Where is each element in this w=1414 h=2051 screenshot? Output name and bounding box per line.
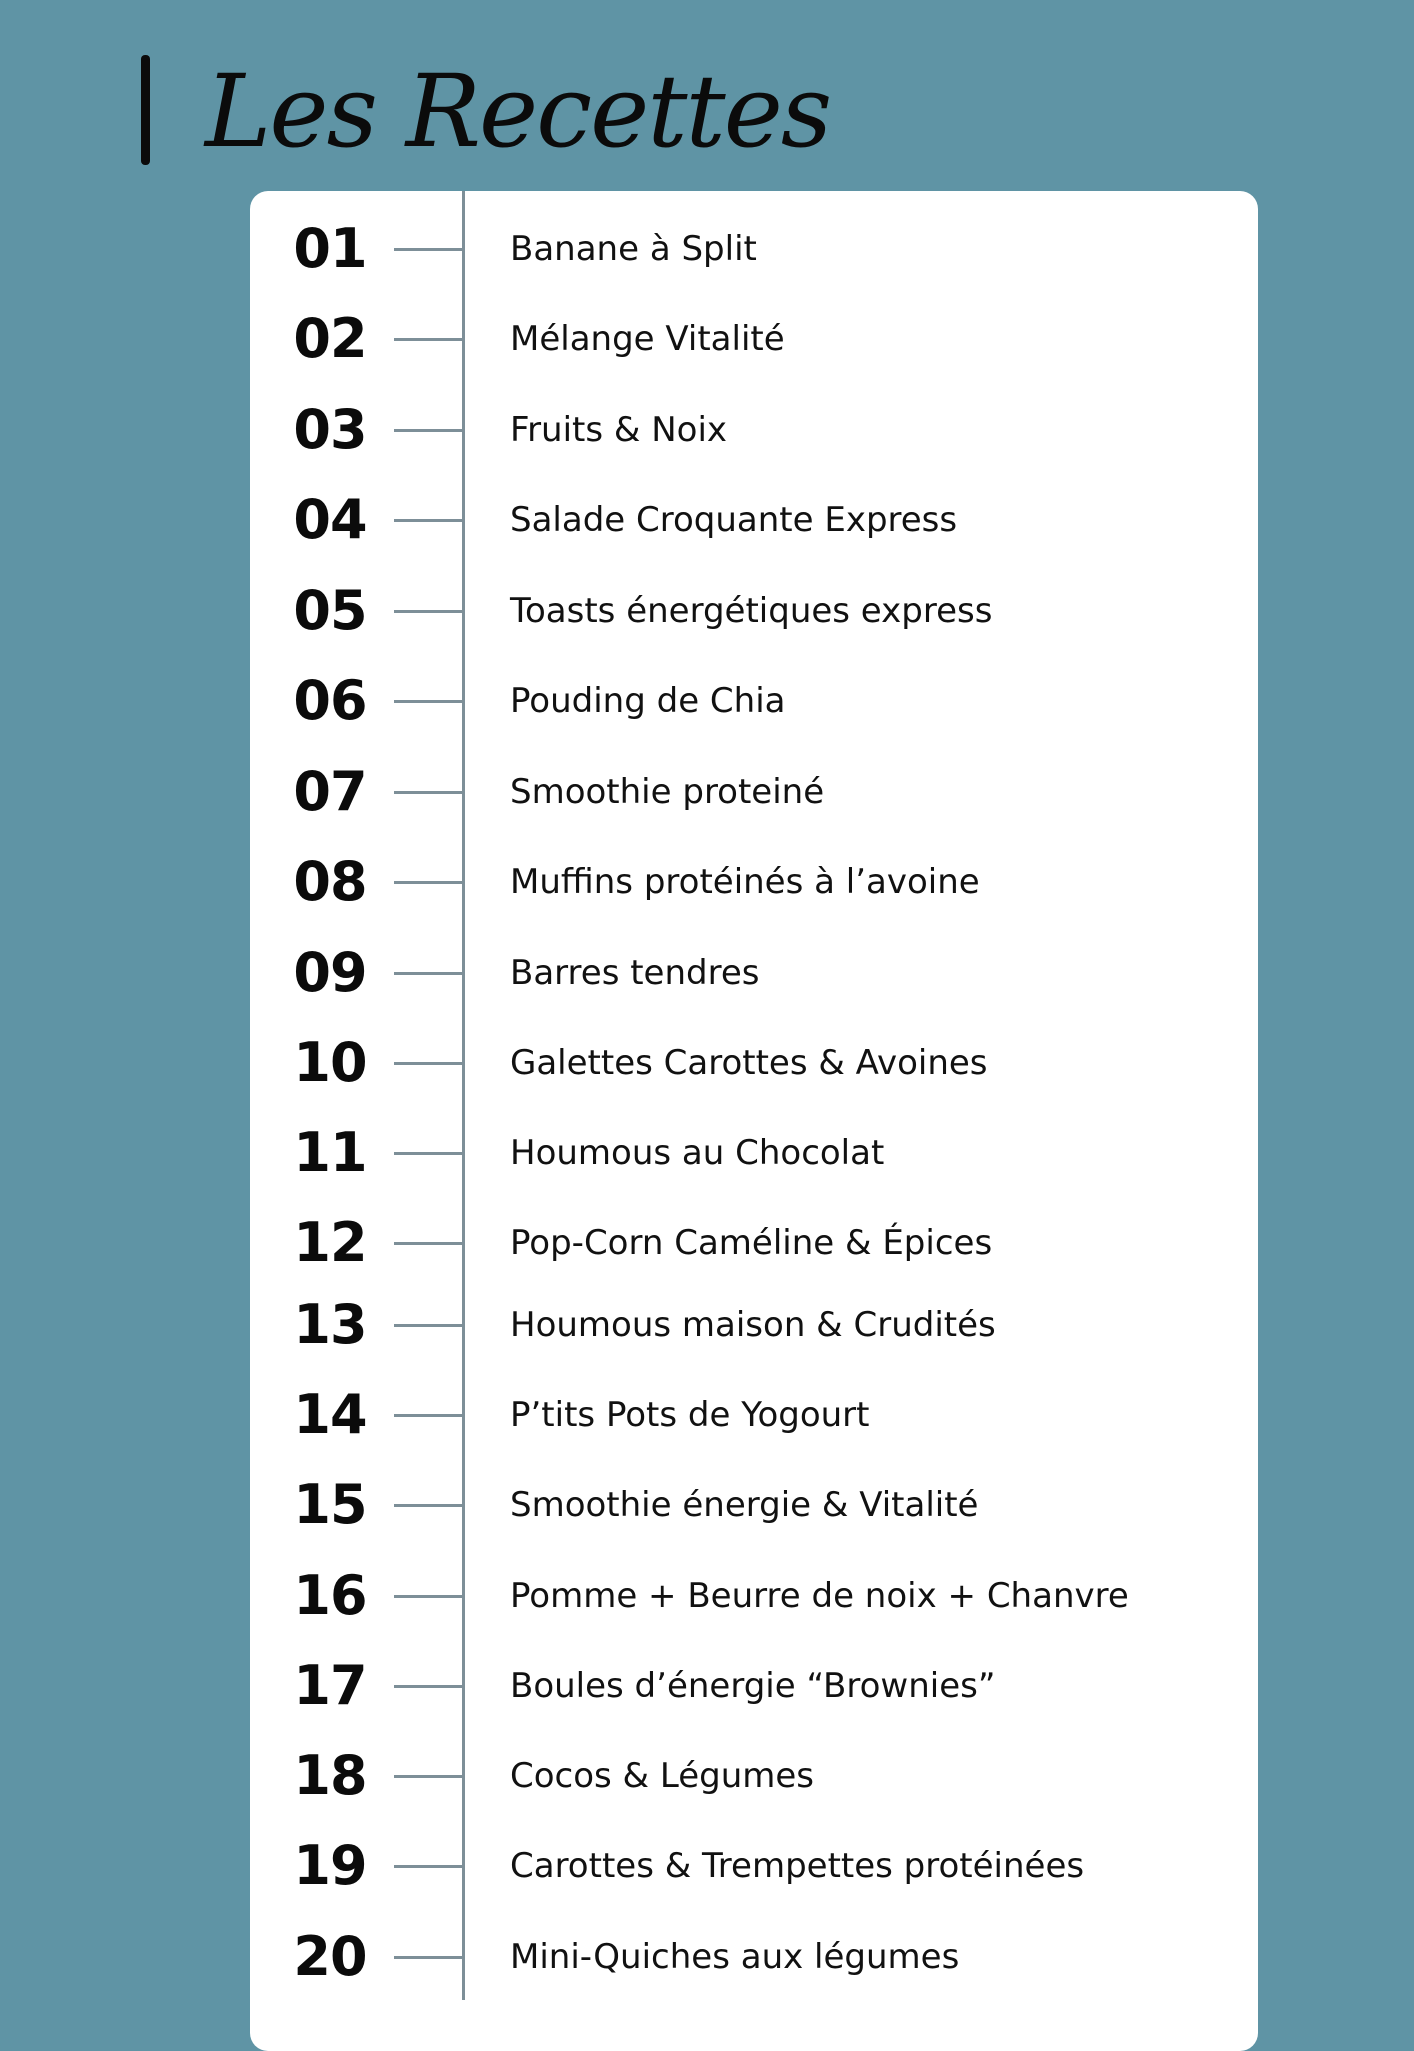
- connector-tick: [394, 248, 464, 251]
- connector-tick: [394, 1595, 464, 1598]
- recipe-number: 09: [293, 941, 367, 1004]
- connector-tick: [394, 338, 464, 341]
- connector-tick: [394, 1956, 464, 1959]
- recipe-number: 02: [293, 307, 367, 370]
- recipe-name[interactable]: Toasts énergétiques express: [510, 591, 993, 631]
- connector-tick: [394, 791, 464, 794]
- recipe-number: 03: [293, 398, 367, 461]
- connector-tick: [394, 1324, 464, 1327]
- recipe-number: 20: [293, 1925, 367, 1988]
- recipe-name[interactable]: Smoothie proteiné: [510, 772, 825, 812]
- recipe-number: 01: [293, 217, 367, 280]
- recipe-number: 07: [293, 760, 367, 823]
- recipe-number: 17: [293, 1654, 367, 1717]
- recipe-name[interactable]: Barres tendres: [510, 953, 760, 993]
- connector-tick: [394, 1504, 464, 1507]
- recipe-name[interactable]: P’tits Pots de Yogourt: [510, 1395, 870, 1435]
- page-title: Les Recettes: [205, 53, 831, 170]
- recipe-name[interactable]: Pomme + Beurre de noix + Chanvre: [510, 1576, 1129, 1616]
- recipe-number: 06: [293, 669, 367, 732]
- connector-tick: [394, 429, 464, 432]
- recipe-number: 11: [293, 1121, 367, 1184]
- connector-tick: [394, 1152, 464, 1155]
- recipe-name[interactable]: Muffins protéinés à l’avoine: [510, 862, 980, 902]
- connector-tick: [394, 700, 464, 703]
- timeline-spine: [462, 191, 465, 2000]
- recipe-number: 18: [293, 1744, 367, 1807]
- recipe-number: 15: [293, 1473, 367, 1536]
- recipe-number: 13: [293, 1293, 367, 1356]
- connector-tick: [394, 1242, 464, 1245]
- connector-tick: [394, 1775, 464, 1778]
- connector-tick: [394, 1685, 464, 1688]
- recipe-name[interactable]: Banane à Split: [510, 229, 757, 269]
- recipe-name[interactable]: Pouding de Chia: [510, 681, 786, 721]
- recipe-name[interactable]: Houmous au Chocolat: [510, 1133, 885, 1173]
- connector-tick: [394, 610, 464, 613]
- connector-tick: [394, 519, 464, 522]
- connector-tick: [394, 972, 464, 975]
- recipe-name[interactable]: Boules d’énergie “Brownies”: [510, 1666, 996, 1706]
- recipe-name[interactable]: Galettes Carottes & Avoines: [510, 1043, 988, 1083]
- recipe-number: 14: [293, 1383, 367, 1446]
- recipe-name[interactable]: Mini-Quiches aux légumes: [510, 1937, 960, 1977]
- recipe-name[interactable]: Pop-Corn Caméline & Épices: [510, 1223, 993, 1263]
- recipe-number: 08: [293, 850, 367, 913]
- recipe-name[interactable]: Salade Croquante Express: [510, 500, 958, 540]
- connector-tick: [394, 1414, 464, 1417]
- recipe-name[interactable]: Cocos & Légumes: [510, 1756, 815, 1796]
- connector-tick: [394, 1865, 464, 1868]
- recipe-number: 10: [293, 1031, 367, 1094]
- connector-tick: [394, 1062, 464, 1065]
- recipe-number: 12: [293, 1211, 367, 1274]
- recipe-number: 04: [293, 488, 367, 551]
- connector-tick: [394, 881, 464, 884]
- recipe-name[interactable]: Houmous maison & Crudités: [510, 1305, 996, 1345]
- recipe-number: 19: [293, 1834, 367, 1897]
- recipe-number: 05: [293, 579, 367, 642]
- recipe-name[interactable]: Carottes & Trempettes protéinées: [510, 1846, 1085, 1886]
- recipe-number: 16: [293, 1564, 367, 1627]
- recipe-name[interactable]: Fruits & Noix: [510, 410, 728, 450]
- recipe-name[interactable]: Smoothie énergie & Vitalité: [510, 1485, 979, 1525]
- title-accent-bar: [141, 55, 150, 165]
- recipe-name[interactable]: Mélange Vitalité: [510, 319, 785, 359]
